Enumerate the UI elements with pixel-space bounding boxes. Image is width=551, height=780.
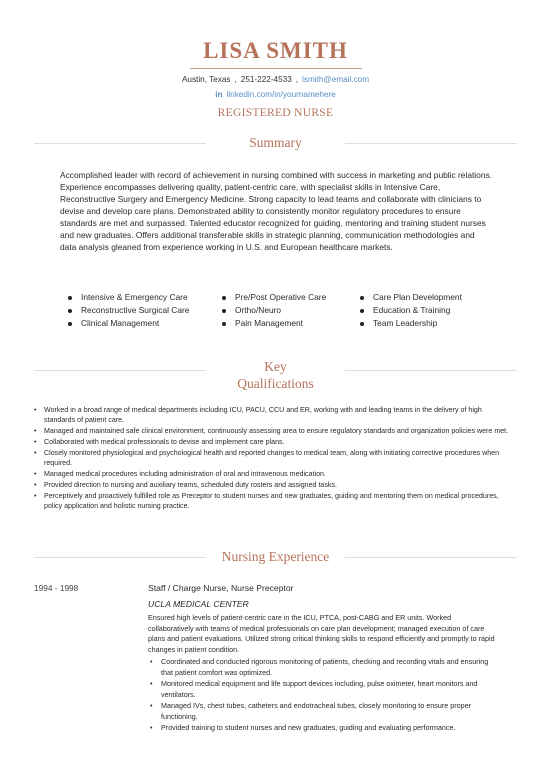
qualification-item: • Worked in a broad range of medical departments including ICU, PACU, CCU and ER, working with and leading teams in the delivery of high standards of patient care. xyxy=(34,405,514,425)
skill-item: Education & Training xyxy=(360,305,450,315)
bullet-icon xyxy=(360,296,364,300)
section-heading-experience: Nursing Experience xyxy=(0,549,551,565)
linkedin-link[interactable]: linkedin.com/in/yournamehere xyxy=(226,90,336,99)
phone: 251-222-4533 xyxy=(240,75,292,84)
job-description: Ensured high levels of patient-centric care in the ICU, PTCA, post-CABG and ER units. Worked collaboratively with teams of medical professionals on care plan development; managed execution of care plans and patient evaluations. Utilized strong critical thinking skills to respond efficiently and promptly to rapid changes in patient condition. xyxy=(148,613,495,654)
summary-text: Accomplished leader with record of achievement in nursing combined with success in marketing and public relations. Experience encompasses delivering quality, patient-centric care, with specialist skills in Intensive Care, Reconstructive Surgery and Emergency Medicine. Strong capacity to lead teams and collaborate with clinicians to devise and develop care plans. Demonstrated ability to consistently monitor regulatory procedures to ensure standards are met and surpassed. Talented educator recognized for guiding, mentoring and training student nurses and new graduates. Offers additional transferable skills in strategic planning, communication methodologies and data analysis gleaned from experience working in U.S. and European healthcare markets. xyxy=(60,170,492,252)
section-heading-qualifications: Key Qualifications xyxy=(0,358,551,392)
employer-name: UCLA MEDICAL CENTER xyxy=(148,599,249,609)
achievement-item: • Provided training to student nurses and new graduates, guiding and evaluating performance. xyxy=(148,723,498,734)
qualification-item: • Provided direction to nursing and auxiliary teams, scheduled duty rosters and assigned tasks. xyxy=(34,480,514,490)
section-heading-summary: Summary xyxy=(0,135,551,151)
skill-item: Pre/Post Operative Care xyxy=(222,292,326,302)
skill-item: Team Leadership xyxy=(360,318,437,328)
skill-item: Ortho/Neuro xyxy=(222,305,281,315)
job-role-title: REGISTERED NURSE xyxy=(217,107,334,119)
qualification-item: • Managed and maintained safe clinical environment, continuously assessing area to ensure regulatory standards and organization policies were met. xyxy=(34,426,514,436)
bullet-icon xyxy=(222,322,226,326)
job-period: 1994 - 1998 xyxy=(34,583,79,593)
bullet-icon xyxy=(360,322,364,326)
resume-name: LISA SMITH xyxy=(203,38,348,63)
skill-item: Intensive & Emergency Care xyxy=(68,292,188,302)
bullet-icon xyxy=(360,309,364,313)
linkedin-line xyxy=(0,90,551,99)
achievement-item: • Managed IVs, chest tubes, catheters and endotracheal tubes, closely monitoring to ensure proper functioning. xyxy=(148,701,498,722)
skill-item: Care Plan Development xyxy=(360,292,462,302)
bullet-icon xyxy=(68,309,72,313)
achievement-item: • Monitored medical equipment and life support devices including, pulse oximeter, heart monitors and ventilators. xyxy=(148,679,498,700)
name-divider xyxy=(190,68,362,69)
skill-item: Clinical Management xyxy=(68,318,159,328)
skill-item: Pain Management xyxy=(222,318,303,328)
bullet-icon xyxy=(68,322,72,326)
qualification-item: • Managed medical procedures including administration of oral and intravenous medication. xyxy=(34,469,514,479)
linkedin-icon: in xyxy=(215,90,223,99)
achievement-item: • Coordinated and conducted rigorous monitoring of patients, checking and recording vitals and ensuring that patient comfort was optimized. xyxy=(148,657,498,678)
job-achievements-list xyxy=(148,657,498,735)
location: Austin, Texas xyxy=(181,75,231,84)
email-link[interactable]: lsmith@email.com xyxy=(302,75,370,84)
bullet-icon xyxy=(68,296,72,300)
qualification-item: • Collaborated with medical professionals to devise and implement care plans. xyxy=(34,437,514,447)
job-title: Staff / Charge Nurse, Nurse Preceptor xyxy=(148,583,294,593)
contact-line: Austin, Texas , 251-222-4533 , lsmith@email.com xyxy=(181,75,370,84)
qualification-item: • Closely monitored physiological and psychological health and reported changes to medical team, along with initiating corrective procedures when required. xyxy=(34,448,514,468)
bullet-icon xyxy=(222,309,226,313)
qualification-item: • Perceptively and proactively fulfilled role as Preceptor to student nurses and new graduates, guiding and mentoring them on medical procedures, policy application and holistic nursing practice. xyxy=(34,491,514,511)
qualifications-list xyxy=(34,405,514,512)
skill-item: Reconstructive Surgical Care xyxy=(68,305,189,315)
bullet-icon xyxy=(222,296,226,300)
